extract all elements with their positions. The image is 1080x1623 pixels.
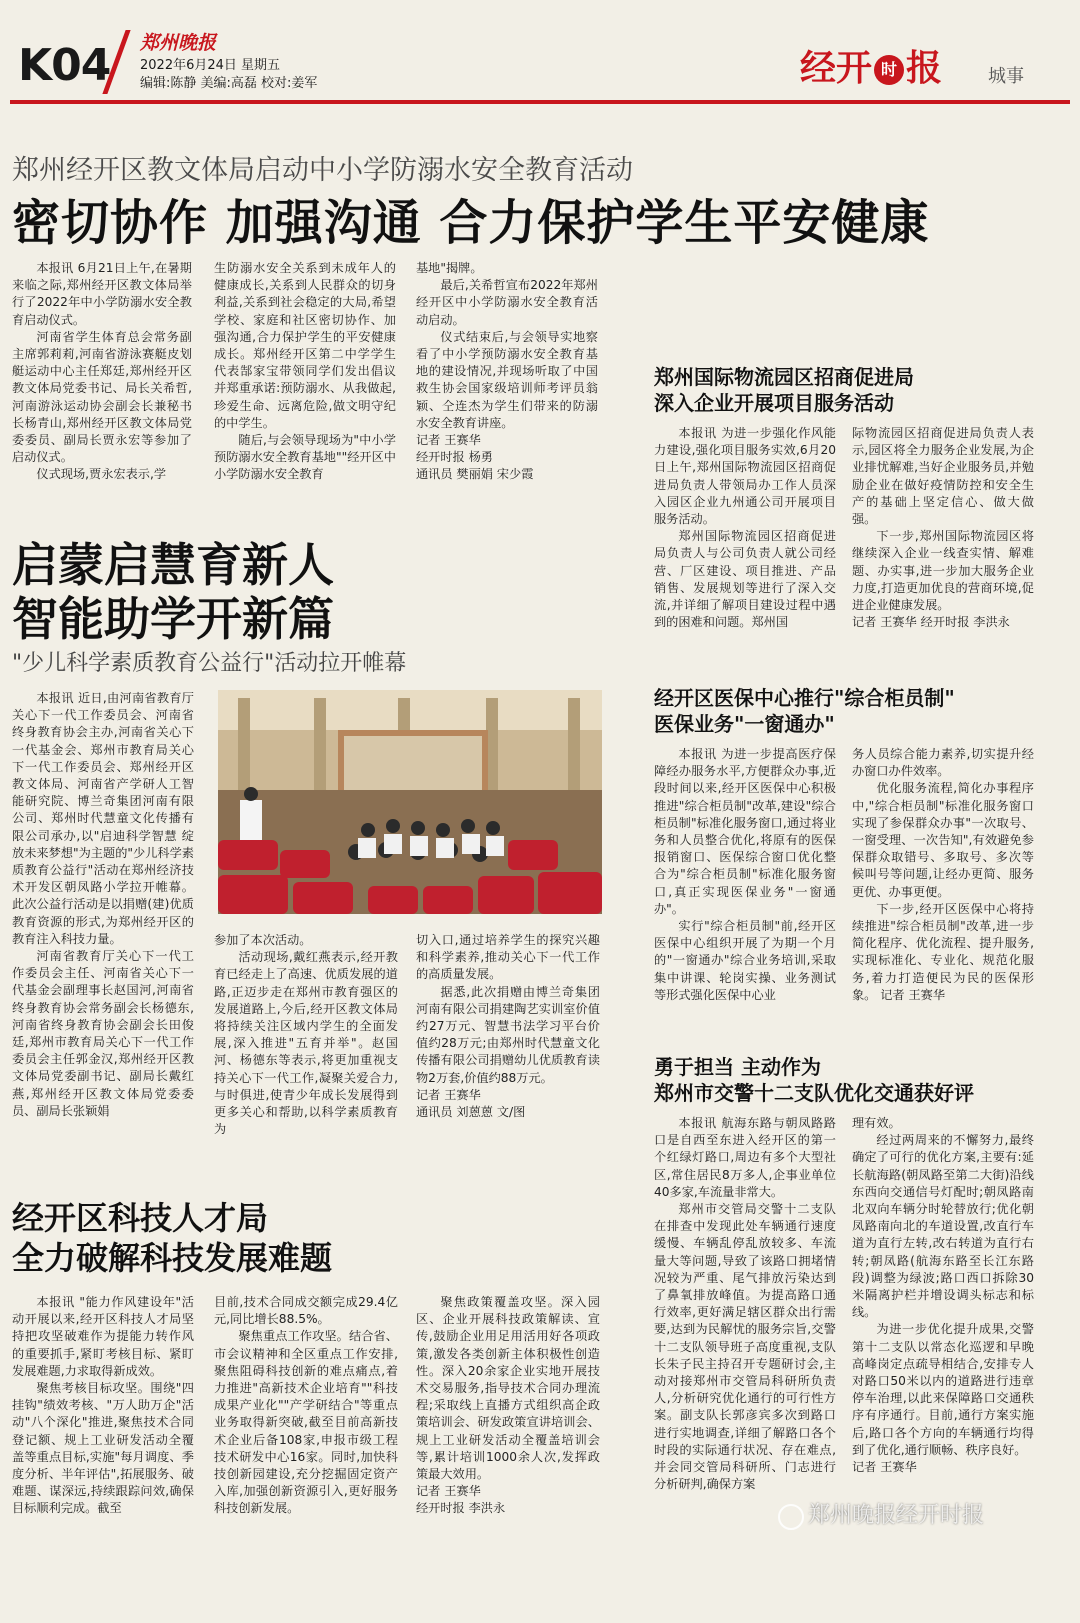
- byline: 记者 王赛华: [416, 1484, 481, 1499]
- headline-line: 经开区医保中心推行"综合柜员制": [654, 686, 955, 710]
- byline: 记者 王赛华: [852, 1460, 917, 1475]
- brand-right: 报: [906, 48, 943, 89]
- paragraph: 本报讯 为进一步强化作风能力建设,强化项目服务实效,6月20日上午,郑州国际物流园区招商促进局负责人带领局办工作人员深入园区企业九州通公司开展项目服务活动。: [654, 426, 836, 527]
- article6-headline: [654, 1054, 974, 1106]
- page-header: [0, 0, 1080, 104]
- article5-col2: [214, 1294, 398, 1544]
- headline-line: 勇于担当 主动作为: [654, 1055, 821, 1079]
- article3-subtitle: "少儿科学素质教育公益行"活动拉开帷幕: [12, 651, 407, 676]
- brand-left: 经开: [800, 48, 873, 89]
- article4-headline: [654, 685, 955, 737]
- paragraph: 际物流园区招商促进局负责人表示,园区将全力服务企业发展,为企业排忧解难,当好企业服务员,并勉励企业在做好疫情防控和安全生产的基础上坚定信心、做大做强。: [852, 426, 1034, 527]
- article3-col1: [12, 690, 194, 1142]
- section-name: 城事: [988, 66, 1024, 87]
- issue-date: 2022年6月24日 星期五: [140, 58, 281, 73]
- brand-circle: 时: [874, 55, 904, 85]
- paragraph: 参加了本次活动。: [214, 933, 312, 947]
- byline: 记者 王赛华: [416, 433, 481, 448]
- paragraph: 郑州市交管局交警十二支队在排查中发现此处车辆通行速度缓慢、车辆乱停乱放较多、车流量大等问题,导致了该路口拥堵情况较为严重、尾气排放污染达到了鼻氧排放峰值。为提高路口通行效率,更好满足辖区群众出行需要,达到为民解忧的服务宗旨,交警十二支队领导班子高度重视,支队长朱子民主持召开专题研讨会,主动对接郑州市交管局科研所负责人,分析研究优化通行的可行性方案。副支队长郭彦宾多次到路口进行实地调查,详细了解路口各个时段的实际通行状况、存在难点,并会同交管局科研所、门志进行分析研判,确保方案: [654, 1202, 836, 1492]
- headline-line: 全力破解科技发展难题: [12, 1239, 333, 1277]
- headline-line: 医保业务"一窗通办": [654, 712, 835, 736]
- article1-col1: [12, 260, 192, 490]
- article2-headline: [654, 364, 914, 416]
- paragraph: 目前,技术合同成交额完成29.4亿元,同比增长88.5%。: [214, 1295, 398, 1327]
- paragraph: 理有效。: [852, 1116, 901, 1130]
- paragraph: 下一步,经开区医保中心将持续推进"综合柜员制"改革,进一步简化程序、优化流程、提升服务,实现标准化、专业化、规范化服务,着力打造便民为民的医保形象。 记者 王赛华: [852, 901, 1034, 1002]
- byline: 经开时报 杨勇: [416, 450, 493, 465]
- audience-photo-icon: [218, 690, 602, 914]
- header-rule: [10, 100, 1070, 104]
- watermark-text: 郑州晚报经开时报: [808, 1503, 985, 1528]
- article1-kicker: 郑州经开区教文体局启动中小学防溺水安全教育活动: [12, 155, 633, 186]
- headline-line: 启蒙启慧育新人: [12, 538, 334, 592]
- article5-headline: [12, 1198, 332, 1278]
- article6-col2: [852, 1115, 1034, 1545]
- article1-headline: 密切协作 加强沟通 合力保护学生平安健康: [12, 195, 930, 251]
- paragraph: 生防溺水安全关系到未成年人的健康成长,关系到人民群众的切身利益,关系到社会稳定的大局,希望学校、家庭和社区密切协作、加强沟通,合力保护学生的平安健康成长。郑州经开区第二中学学生代表郜家宝带领同学们发出倡议并郑重承诺:预防溺水、从我做起,珍爱生命、远离危险,做文明守纪的中学生。: [214, 261, 396, 430]
- paragraph: 为进一步优化提升成果,交警第十二支队以常态化巡逻和早晚高峰岗定点疏导相结合,安排专人对路口50米以内的道路进行违章停车治理,以此来保障路口交通秩序有序通行。目前,通行方案实施后,路口各个方向的车辆通行均得到了优化,通行顺畅、秩序良好。: [852, 1322, 1034, 1457]
- masthead-logo: 郑州晚报: [140, 32, 217, 54]
- article3-col2: [214, 932, 398, 1142]
- byline: 记者 王赛华: [416, 1087, 481, 1102]
- watermark-icon: [778, 1504, 804, 1530]
- article6-col1: [654, 1115, 836, 1545]
- article3-col3: [416, 932, 600, 1142]
- article2-col2: [852, 425, 1034, 637]
- paragraph: 最后,关希哲宣布2022年郑州经开区中小学防溺水安全教育活动启动。: [416, 278, 598, 327]
- paragraph: 河南省学生体育总会常务副主席郭莉莉,河南省游泳赛艇皮划艇运动中心主任郑廷,郑州经开区教文体局党委书记、局长关希哲,河南游泳运动协会副会长兼秘书长杨青山,郑州经开区教文体局党委委员、副局长贾永宏等参加了启动仪式。: [12, 329, 192, 465]
- article2-col1: [654, 425, 836, 637]
- paragraph: 随后,与会领导现场为"中小学预防溺水安全教育基地""经开区中小学防溺水安全教育: [214, 433, 396, 482]
- paragraph: 本报讯 6月21日上午,在暑期来临之际,郑州经开区教文体局举行了2022年中小学防溺水安全教育启动仪式。: [12, 261, 192, 327]
- paragraph: 优化服务流程,简化办事程序中,"综合柜员制"标准化服务窗口实现了参保群众办事"一次取号、一窗受理、一次告知",有效避免参保群众取错号、多取号、多次等候叫号等问题,让经办更简、服务更优、办事更便。: [852, 781, 1034, 899]
- paragraph: 聚焦重点工作攻坚。结合省、市会议精神和全区重点工作安排,聚焦阻碍科技创新的难点痛点,着力推进"高新技术企业培育""科技成果产业化""产学研结合"等重点业务取得新突破,截至目前高新技术企业后备108家,申报市级工程技术研发中心16家。同时,加快科技创新园建设,充分挖掘固定资产入库,加强创新资源引入,更好服务科技创新发展。: [214, 1329, 398, 1516]
- paragraph: 本报讯 航海东路与朝凤路路口是自西至东进入经开区的第一个红绿灯路口,周边有多个大型社区,常住居民8万多人,企事业单位40多家,车流量非常大。: [654, 1116, 836, 1199]
- article5-col3: [416, 1294, 600, 1544]
- page-number: K04: [18, 40, 111, 91]
- article4-col2: [852, 746, 1034, 1018]
- headline-line: 深入企业开展项目服务活动: [654, 391, 894, 415]
- byline: 通讯员 刘蒽蒽 文/图: [416, 1105, 526, 1120]
- byline: 记者 王赛华 经开时报 李洪永: [852, 615, 1010, 630]
- event-photo: [218, 690, 602, 914]
- byline: 通讯员 樊丽娟 宋少霞: [416, 467, 534, 482]
- paragraph: 本报讯 为进一步提高医疗保障经办服务水平,方便群众办事,近段时间以来,经开区医保中心积极推进"综合柜员制"改革,建设"综合柜员制"标准化服务窗口,通过将业务和人员整合优化,将原有的医保报销窗口、医保综合窗口优化整合为"综合柜员制"标准化服务窗口,真正实现医保业务"一窗通办"。: [654, 747, 836, 916]
- paragraph: 聚焦政策覆盖攻坚。深入园区、企业开展科技政策解读、宣传,鼓励企业用足用活用好各项政策,激发各类创新主体积极性创造性。深入20余家企业实地开展技术交易服务,指导技术合同办理流程;采取线上直播方式组织高企政策培训会、研发政策宣讲培训会、规上工业研发活动全覆盖培训会等,累计培训1000余人次,发挥政策最大效用。: [416, 1295, 600, 1482]
- paragraph: 仪式结束后,与会领导实地察看了中小学预防溺水安全教育基地的建设情况,并现场听取了中国救生协会国家级培训师考评员翁颖、仝连杰为学生们带来的防溺水安全教育讲座。: [416, 329, 598, 430]
- paragraph: 河南省教育厅关心下一代工作委员会主任、河南省关心下一代基金会副理事长赵国河,河南省终身教育协会常务副会长杨德东,河南省终身教育协会副会长田俊廷,郑州市教育局关心下一代工作委员会主任郭金汉,郑州经开区教文体局党委副书记、副局长戴红燕,郑州经开区教文体局党委委员、副局长张颖娟: [12, 949, 194, 1118]
- paragraph: 基地"揭牌。: [416, 261, 483, 275]
- editor-credits: 编辑:陈静 美编:高磊 校对:姜军: [140, 76, 318, 91]
- paragraph: 实行"综合柜员制"前,经开区医保中心组织开展了为期一个月的"一窗通办"综合业务培训,采取集中讲课、轮岗实操、业务测试等形式强化医保中心业: [654, 919, 836, 1002]
- paragraph: 本报讯 "能力作风建设年"活动开展以来,经开区科技人才局坚持把攻坚破难作为提能力转作风的重要抓手,紧盯考核目标、紧盯发展难题,力求取得新成效。: [12, 1295, 194, 1378]
- headline-line: 经开区科技人才局: [12, 1199, 269, 1237]
- paragraph: 下一步,郑州国际物流园区将继续深入企业一线查实情、解难题、办实事,进一步加大服务企业力度,打造更加优良的营商环境,促进企业健康发展。: [852, 529, 1034, 613]
- paragraph: 活动现场,戴红燕表示,经开教育已经走上了高速、优质发展的道路,正迈步走在郑州市教育强区的发展道路上,今后,经开区教文体局将持续关注区域内学生的全面发展,深入推进"五育并举"。赵国河、杨德东等表示,将更加重视支持关心下一代工作,凝聚关爱合力,与时俱进,使青少年成长发展得到更多关心和帮助,以科学素质教育为: [214, 950, 398, 1137]
- paragraph: 经过两周来的不懈努力,最终确定了可行的优化方案,主要有:延长航海路(朝凤路至第二大街)沿线东西向交通信号灯配时;朝凤路南北双向车辆分时轮替放行;优化朝凤路南向北的车道设置,改直行车道为直行左转,改右转道为直行右转;朝凤路(航海东路至长江东路段)调整为绿波;路口西口拆除30米隔离护栏并增设调头标志和标线。: [852, 1133, 1034, 1320]
- byline: 经开时报 李洪永: [416, 1501, 506, 1516]
- paragraph: 据悉,此次捐赠由博兰奇集团河南有限公司捐建陶艺实训室价值约27万元、智慧书法学习平台价值约28万元;由郑州时代慧童文化传播有限公司捐赠幼儿优质教育读物2万套,价值约88万元。: [416, 984, 600, 1085]
- article1-col3: [416, 260, 598, 490]
- paragraph: 仪式现场,贾永宏表示,学: [36, 467, 167, 482]
- article1-col2: [214, 260, 396, 490]
- section-brand: [800, 40, 942, 91]
- article5-col1: [12, 1294, 194, 1544]
- headline-line: 郑州国际物流园区招商促进局: [654, 365, 914, 389]
- article3-headline: [12, 538, 334, 646]
- article4-col1: [654, 746, 836, 1018]
- paragraph: 本报讯 近日,由河南省教育厅关心下一代工作委员会、河南省终身教育协会主办,河南省关心下一代基金会、郑州市教育局关心下一代工作委员会、郑州经开区教文体局、河南省产学研人工智能研究院、博兰奇集团河南有限公司、郑州时代慧童文化传播有限公司承办,以"启迪科学智慧 绽放未来梦想"为主题的"少儿科学素质教育公益行"活动在郑州经济技术开发区朝凤路小学拉开帷幕。此次公益行活动是以捐赠(建)优质教育资源的形式,为郑州经开区的教育注入科技力量。: [12, 691, 194, 946]
- headline-line: 郑州市交警十二支队优化交通获好评: [654, 1081, 974, 1105]
- paragraph: 郑州国际物流园区招商促进局负责人与公司负责人就公司经营、厂区建设、项目推进、产品销售、发展规划等进行了深入交流,并详细了解项目建设过程中遇到的困难和问题。郑州国: [654, 529, 836, 630]
- headline-line: 智能助学开新篇: [12, 592, 334, 646]
- paragraph: 务人员综合能力素养,切实提升经办窗口办件效率。: [852, 747, 1034, 779]
- paragraph: 切入口,通过培养学生的探究兴趣和科学素养,推动关心下一代工作的高质量发展。: [416, 933, 600, 982]
- paragraph: 聚焦考核目标攻坚。围绕"四挂钩"绩效考核、"万人助万企"活动"八个深化"推进,聚焦技术合同登记额、规上工业研发活动全覆盖等重点目标,实施"每月调度、季度分析、半年评估",拓展服务、破难题、谋深远,持续跟踪问效,确保目标顺利完成。截至: [12, 1381, 194, 1516]
